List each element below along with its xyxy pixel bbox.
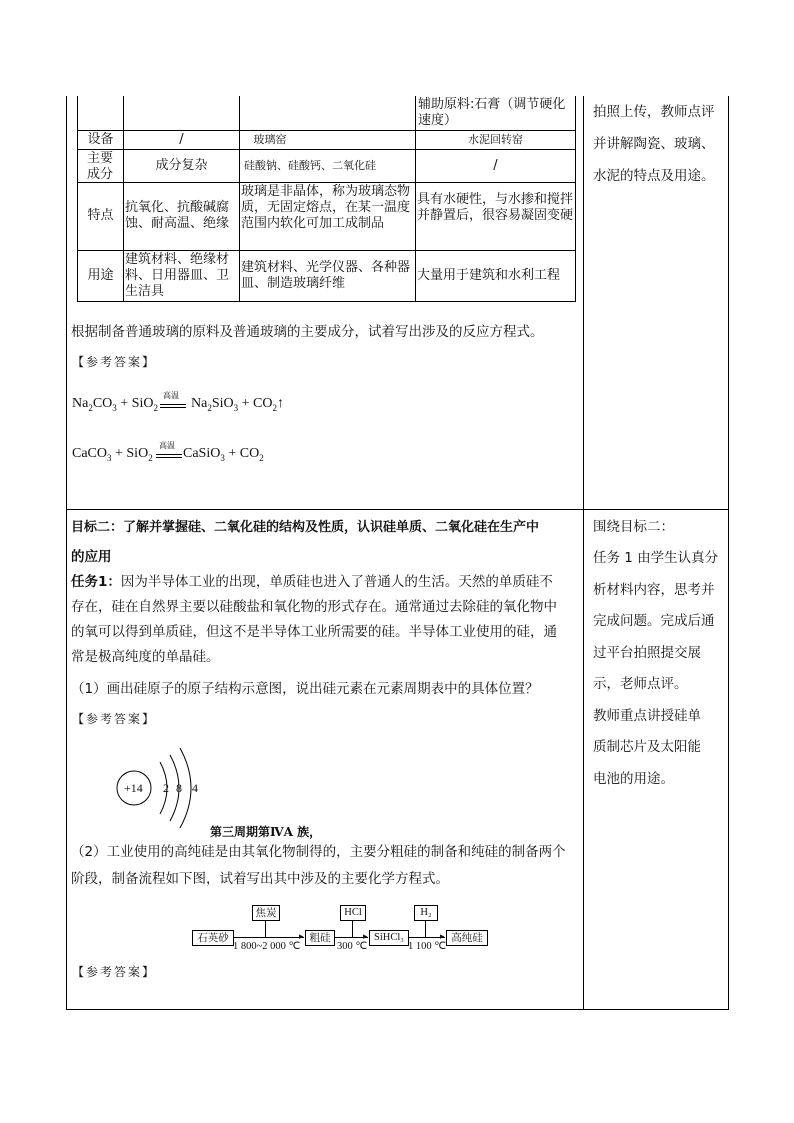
question-2-line-2: 阶段，制备流程如下图，试着写出其中涉及的主要化学方程式。 bbox=[71, 871, 449, 887]
goal2-heading-cont: 的应用 bbox=[71, 549, 112, 565]
glass-equation-question: 根据制备普通玻璃的原料及普通玻璃的主要成分，试着写出涉及的反应方程式。 bbox=[71, 324, 544, 340]
ceramic-uses: 建筑材料、绝缘材料、日用器皿、卫生洁具 bbox=[125, 252, 230, 299]
row-label-uses: 用途 bbox=[87, 268, 114, 283]
cement-uses: 大量用于建筑和水利工程 bbox=[417, 268, 561, 283]
cement-aux-material: 辅助原料:石膏（调节硬化速度） bbox=[418, 97, 566, 128]
glass-components: 硅酸钠、硅酸钙、二氧化硅 bbox=[244, 159, 376, 172]
cement-equipment: 水泥回转窑 bbox=[468, 133, 523, 146]
flow-reagent-coke: 焦炭 bbox=[252, 905, 280, 921]
shell-count-2: 8 bbox=[176, 781, 182, 795]
answer-label-3: 【参考答案】 bbox=[72, 965, 157, 979]
task1-line-1: 任务1：因为半导体工业的出现，单质硅也进入了普通人的生活。天然的单质硅不 bbox=[71, 574, 553, 590]
question-1: （1）画出硅原子的原子结构示意图，说出硅元素在元素周期表中的具体位置？ bbox=[71, 681, 539, 697]
goal2-heading: 目标二：了解并掌握硅、二氧化硅的结构及性质，认识硅单质、二氧化硅在生产中 bbox=[71, 520, 540, 535]
glass-features: 玻璃是非晶体，称为玻璃态物质，无固定熔点，在某一温度范围内软化可加工成制品 bbox=[241, 184, 411, 231]
answer-label-2: 【参考答案】 bbox=[72, 712, 157, 726]
flow-reagent-hydrogen: H₂ bbox=[414, 905, 438, 921]
shell-count-3: 4 bbox=[192, 781, 198, 795]
flow-trichlorosilane: SiHCl₃ bbox=[369, 930, 409, 946]
condition-high-temp-1: 高温 bbox=[163, 391, 179, 400]
nucleus-charge: +14 bbox=[124, 781, 143, 795]
condition-high-temp-2: 高温 bbox=[159, 441, 175, 450]
flow-condition-1: 1 800~2 000 ℃ bbox=[233, 941, 301, 952]
column-divider bbox=[583, 96, 584, 1010]
row-label-equipment: 设备 bbox=[87, 132, 114, 147]
cement-features: 具有水硬性，与水掺和搅拌并静置后，很容易凝固变硬 bbox=[417, 192, 574, 223]
shell-count-1: 2 bbox=[163, 781, 169, 795]
periodic-position: 第三周期第ⅣA 族， bbox=[210, 825, 322, 839]
ceramic-features: 抗氧化、抗酸碱腐蚀、耐高温、绝缘 bbox=[125, 200, 230, 231]
task1-line-3: 的氧可以得到单质硅，但这不是半导体工业所需要的硅。半导体工业使用的硅，通 bbox=[71, 624, 557, 640]
question-2-line-1: （2）工业使用的高纯硅是由其氧化物制得的，主要分粗硅的制备和纯硅的制备两个 bbox=[71, 844, 566, 860]
cement-components: / bbox=[493, 158, 498, 173]
answer-label-1: 【参考答案】 bbox=[72, 355, 157, 369]
flow-reagent-hcl: HCl bbox=[340, 905, 366, 921]
ceramic-components: 成分复杂 bbox=[155, 158, 208, 173]
row-label-components: 主要成分 bbox=[86, 151, 113, 182]
ceramic-equipment: / bbox=[179, 132, 184, 147]
flow-condition-3: 1 100 ℃ bbox=[408, 941, 447, 952]
flow-high-purity-silicon: 高纯硅 bbox=[446, 930, 488, 946]
row-label-features: 特点 bbox=[87, 208, 114, 223]
glass-uses: 建筑材料、光学仪器、各种器皿、制造玻璃纤维 bbox=[241, 260, 411, 291]
flow-crude-silicon: 粗硅 bbox=[305, 930, 335, 946]
glass-equipment: 玻璃窑 bbox=[253, 133, 287, 146]
section-divider bbox=[66, 509, 729, 510]
flow-condition-2: 300 ℃ bbox=[337, 941, 368, 952]
outer-right-border bbox=[728, 96, 729, 1010]
task1-line-4: 常是极高纯度的单晶硅。 bbox=[71, 649, 220, 665]
task1-line-2: 存在，硅在自然界主要以硅酸盐和氧化物的形式存在。通常通过去除硅的氧化物中 bbox=[71, 599, 557, 615]
outer-left-border bbox=[66, 96, 67, 1010]
flow-quartz-sand: 石英砂 bbox=[192, 930, 234, 946]
outer-bottom-border bbox=[66, 1009, 729, 1010]
